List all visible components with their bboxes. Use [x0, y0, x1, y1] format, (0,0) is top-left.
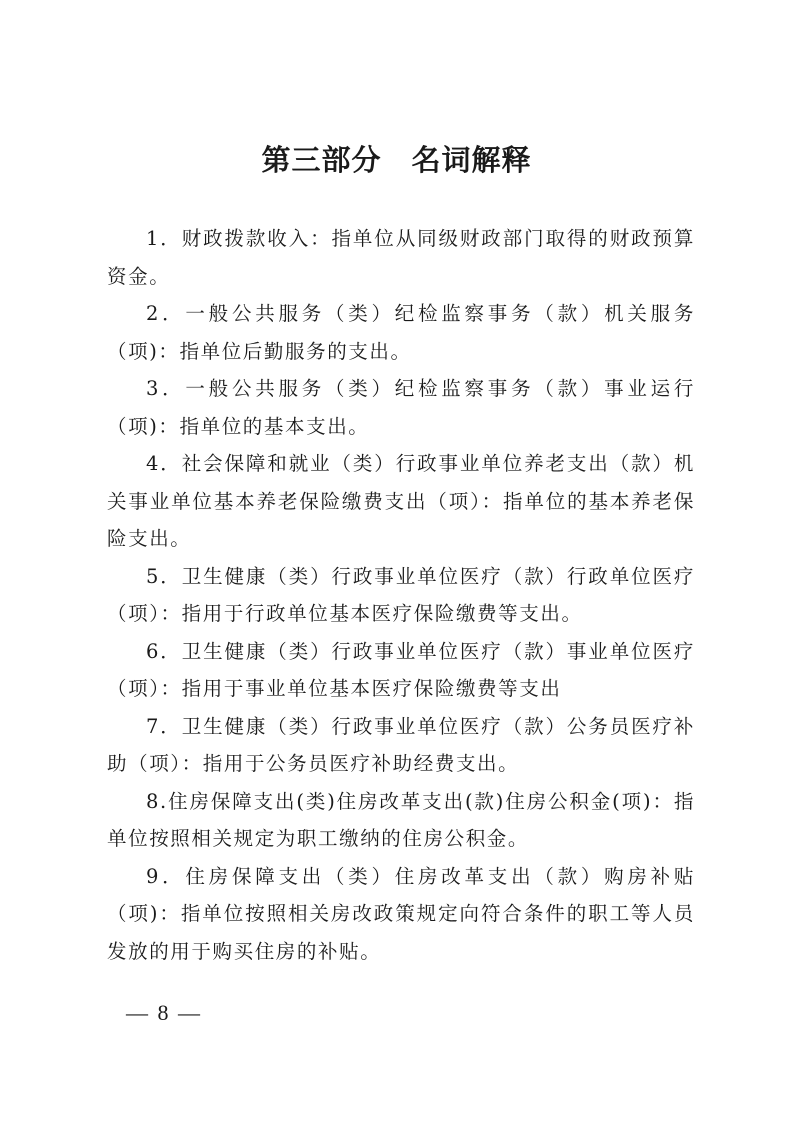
definition-item-1: 1．财政拨款收入：指单位从同级财政部门取得的财政预算资金。	[107, 227, 695, 288]
definition-item-6: 6．卫生健康（类）行政事业单位医疗（款）事业单位医疗（项）：指用于事业单位基本医疗保险缴费等支出	[107, 639, 695, 700]
definition-item-4: 4．社会保障和就业（类）行政事业单位养老支出（款）机关事业单位基本养老保险缴费支出（项）：指单位的基本养老保险支出。	[107, 452, 695, 550]
definitions-list	[107, 220, 695, 970]
definition-item-2: 2．一般公共服务（类）纪检监察事务（款）机关服务（项)：指单位后勤服务的支出。	[107, 302, 695, 363]
title-part: 第三部分	[261, 143, 382, 177]
page-title	[0, 140, 793, 180]
page-number: — 8 —	[126, 1000, 202, 1025]
definition-item-8: 8.住房保障支出(类)住房改革支出(款)住房公积金(项)：指单位按照相关规定为职工缴纳的住房公积金。	[107, 789, 695, 850]
definition-item-5: 5．卫生健康（类）行政事业单位医疗（款）行政单位医疗（项）：指用于行政单位基本医疗保险缴费等支出。	[107, 564, 695, 625]
definition-item-3: 3．一般公共服务（类）纪检监察事务（款）事业运行（项)：指单位的基本支出。	[107, 377, 695, 438]
definition-item-7: 7．卫生健康（类）行政事业单位医疗（款）公务员医疗补助（项）：指用于公务员医疗补助经费支出。	[107, 714, 695, 775]
definition-item-9: 9．住房保障支出（类）住房改革支出（款）购房补贴（项)：指单位按照相关房改政策规定向符合条件的职工等人员发放的用于购买住房的补贴。	[107, 864, 695, 963]
title-name: 名词解释	[411, 143, 532, 177]
